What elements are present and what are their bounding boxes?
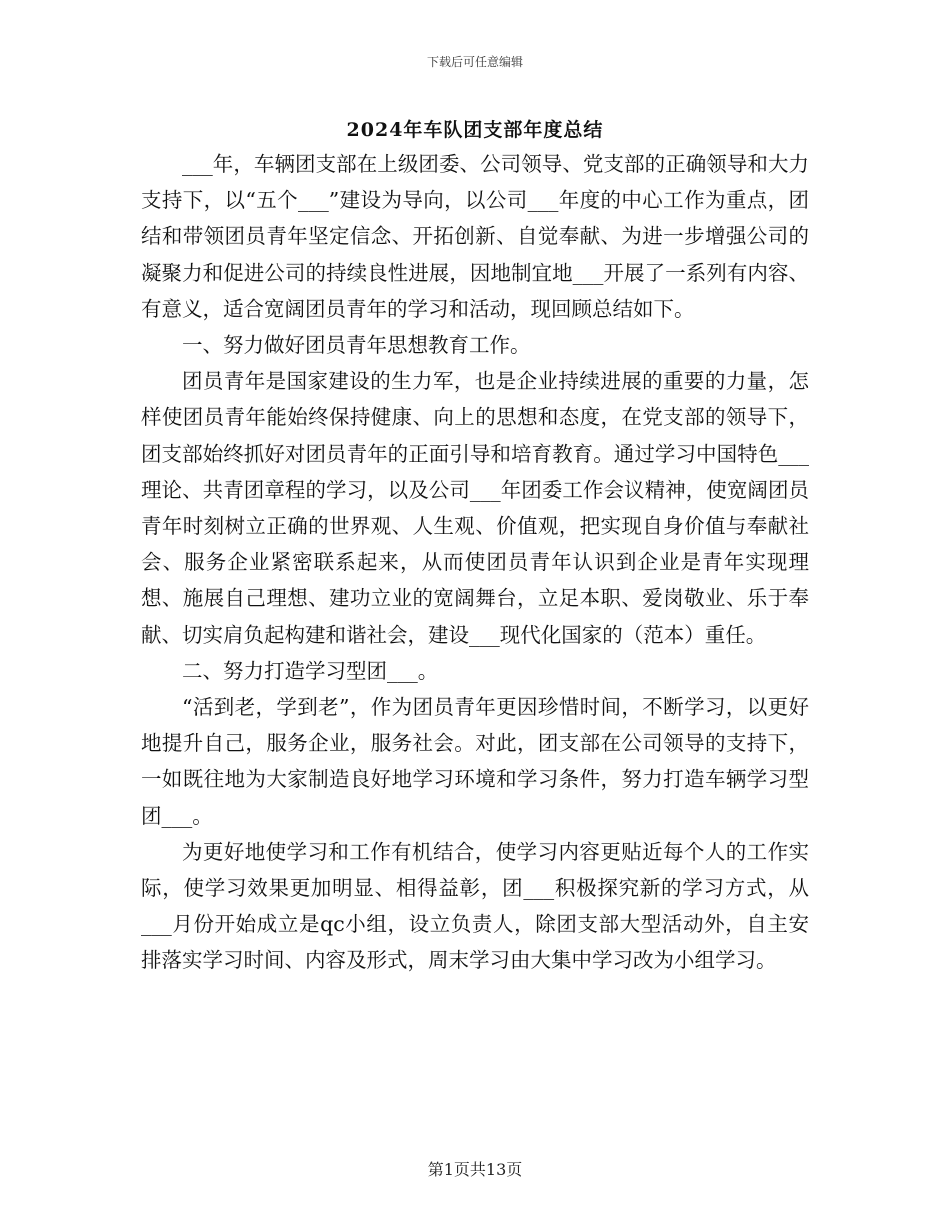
section-heading-1: 一、努力做好团员青年思想教育工作。: [182, 333, 531, 358]
paragraph-section-2a: “活到老，学到老”，作为团员青年更因珍惜时间，不断学习，以更好地提升自己，服务企业，服务社会。对此，团支部在公司领导的支持下，一如既往地为大家制造良好地学习环境和学习条件，努力打造车辆学习型团___。: [141, 695, 809, 828]
paragraph-section-2b: 为更好地使学习和工作有机结合，使学习内容更贴近每个人的工作实际，使学习效果更加明显、相得益彰，团___积极探究新的学习方式，从___月份开始成立是qc小组，设立负责人，除团支部大型活动外，自主安排落实学习时间、内容及形式，周末学习由大集中学习改为小组学习。: [141, 839, 809, 973]
header-note: 下载后可任意编辑: [426, 55, 523, 69]
section-heading-2: 二、努力打造学习型团___。: [182, 658, 439, 683]
document-body: [141, 146, 809, 979]
paragraph-intro: ___年，车辆团支部在上级团委、公司领导、党支部的正确领导和大力支持下，以“五个___”建设为导向，以公司___年度的中心工作为重点，团结和带领团员青年坚定信念、开拓创新、自觉奉献、为进一步增强公司的凝聚力和促进公司的持续良性进展，因地制宜地___开展了一系列有内容、有意义，适合宽阔团员青年的学习和活动，现回顾总结如下。: [141, 152, 809, 321]
document-title: 2024年车队团支部年度总结: [346, 119, 604, 141]
page-footer: 第1页共13页: [427, 1160, 523, 1179]
paragraph-section-1: 团员青年是国家建设的生力军，也是企业持续进展的重要的力量，怎样使团员青年能始终保持健康、向上的思想和态度，在党支部的领导下，团支部始终抓好对团员青年的正面引导和培育教育。通过学习中国特色___理论、共青团章程的学习，以及公司___年团委工作会议精神，使宽阔团员青年时刻树立正确的世界观、人生观、价值观，把实现自身价值与奉献社会、服务企业紧密联系起来，从而使团员青年认识到企业是青年实现理想、施展自己理想、建功立业的宽阔舞台，立足本职、爱岗敬业、乐于奉献、切实肩负起构建和谐社会，建设___现代化国家的（范本）重任。: [141, 369, 809, 647]
